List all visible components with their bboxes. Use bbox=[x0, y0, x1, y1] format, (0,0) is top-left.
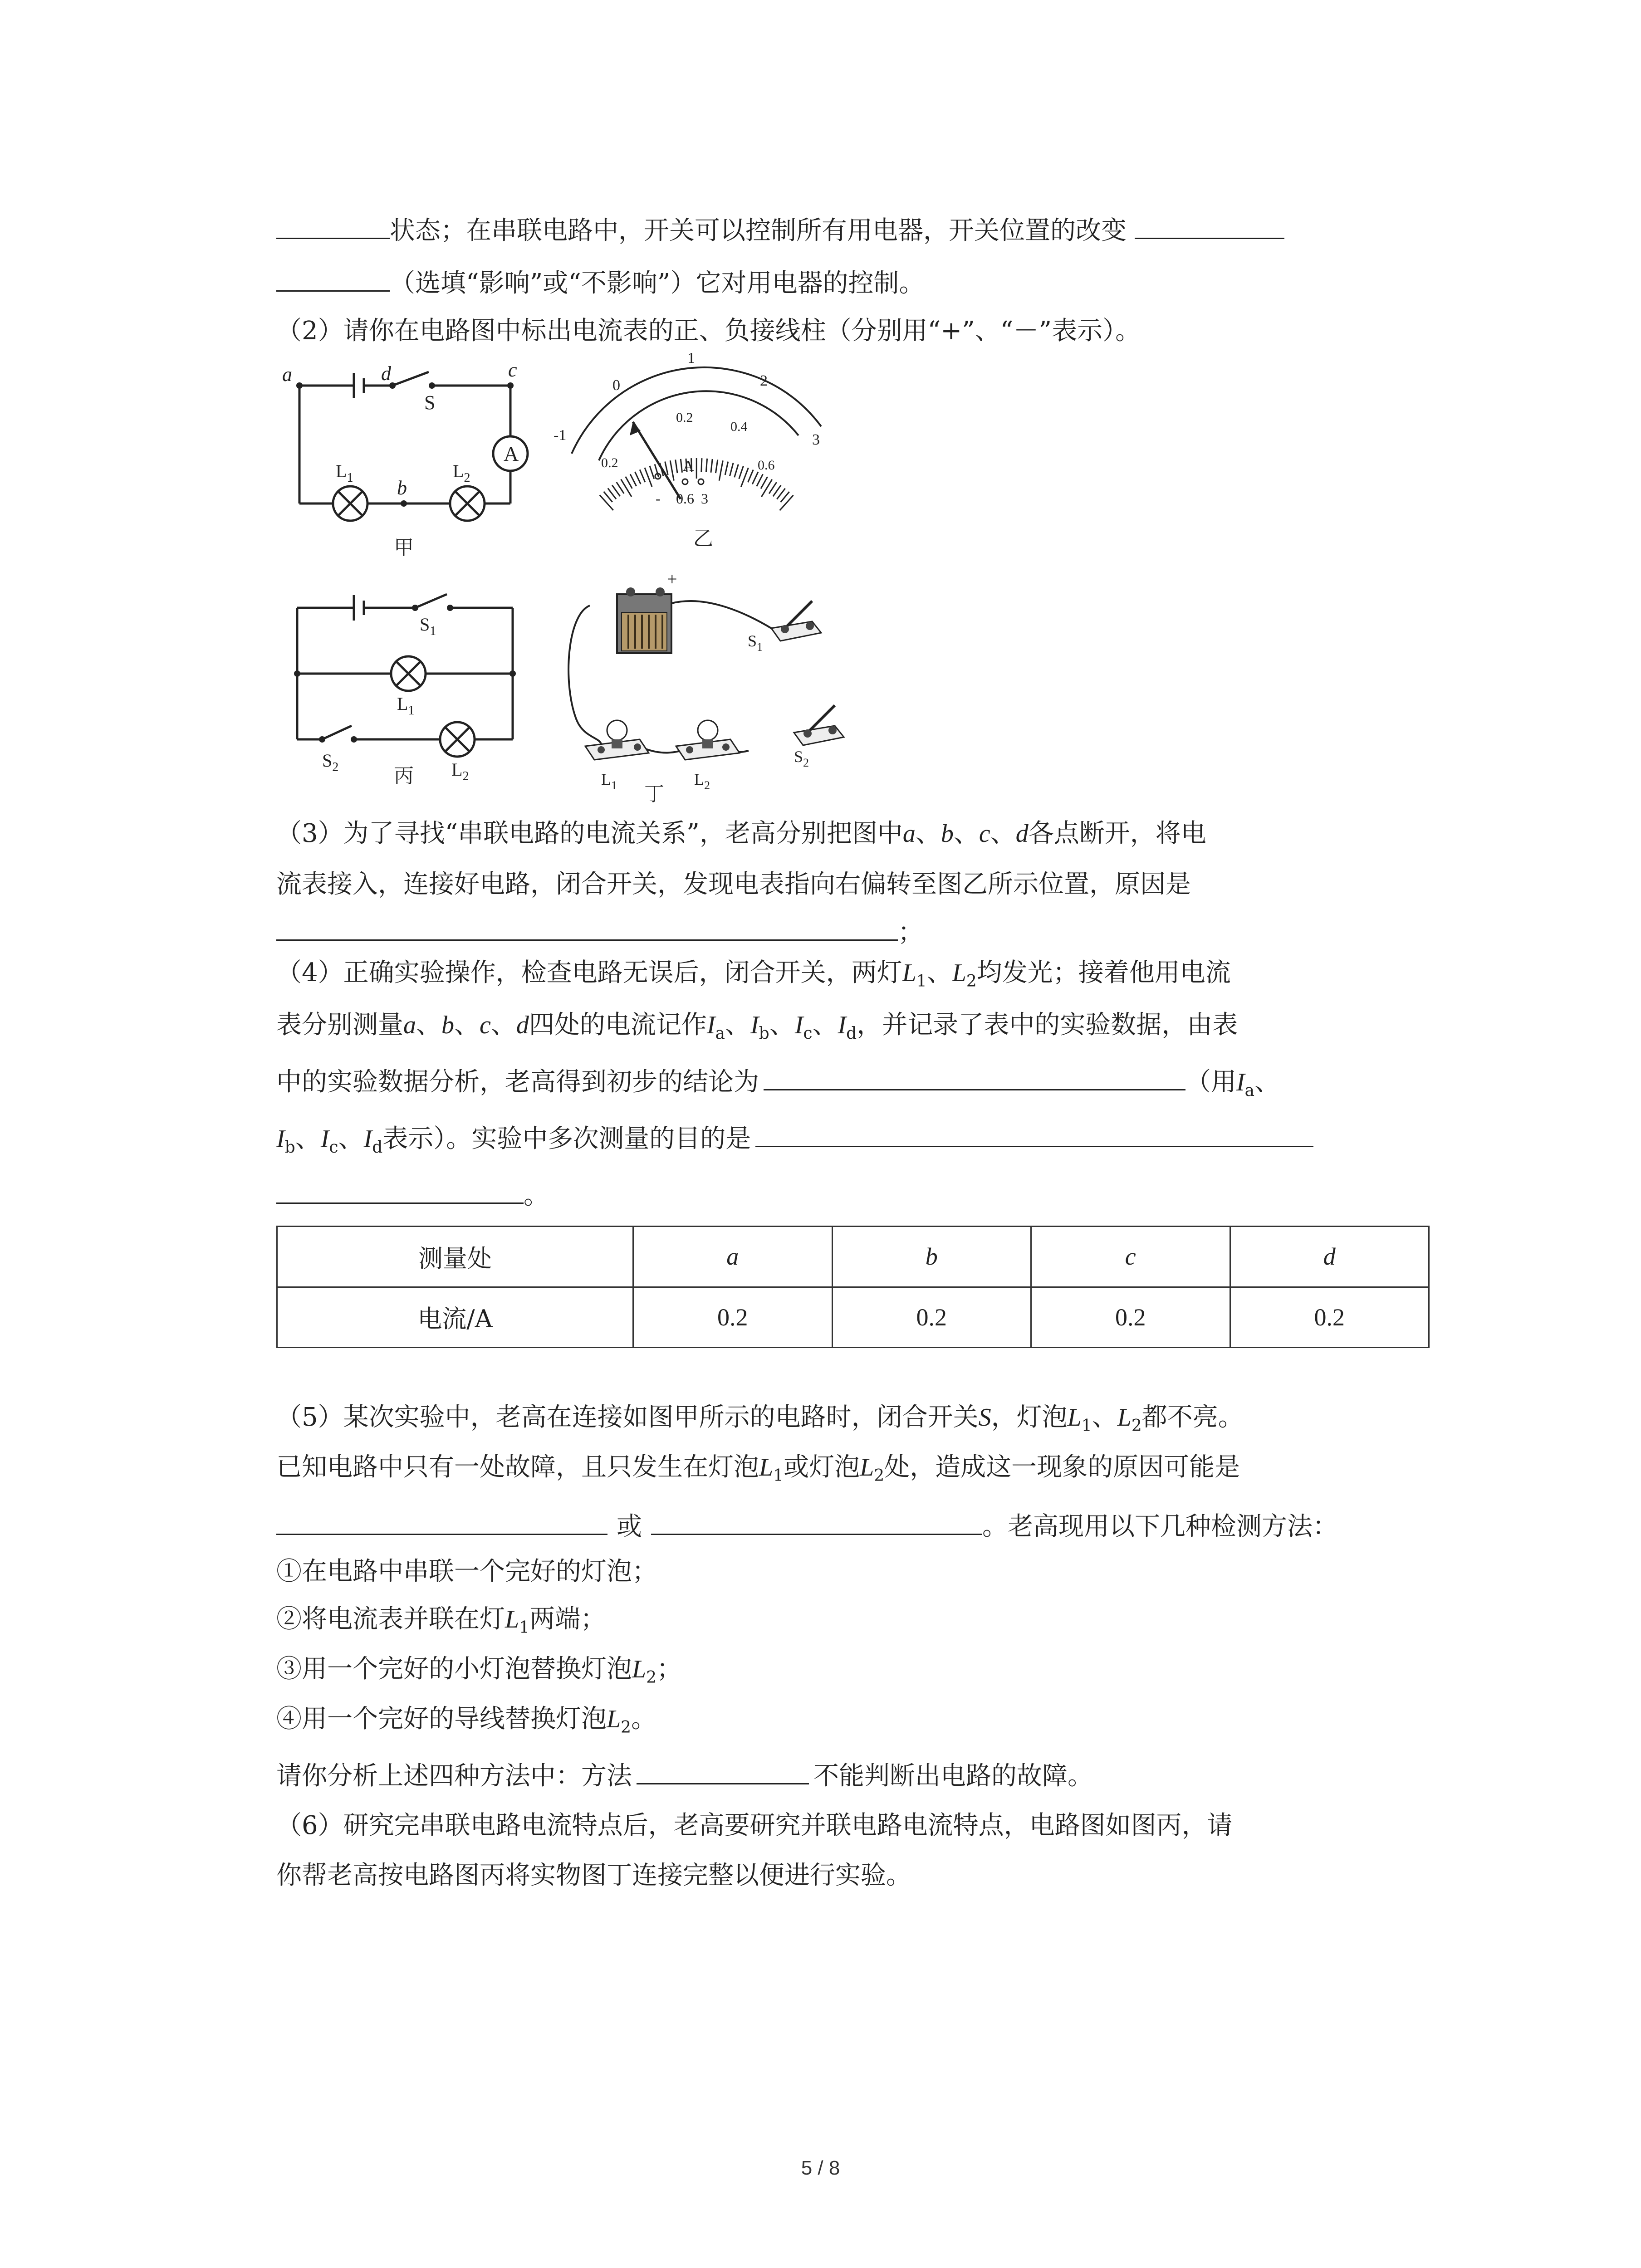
answer-blank[interactable] bbox=[276, 265, 390, 292]
sub: 1 bbox=[773, 1466, 784, 1486]
method-3 bbox=[276, 1651, 682, 1696]
var: I bbox=[706, 1011, 715, 1039]
sep: 、 bbox=[990, 819, 1016, 848]
sub: 2 bbox=[966, 972, 977, 991]
text: ④用一个完好的导线替换灯泡 bbox=[276, 1704, 607, 1734]
ammeter-figure-yi bbox=[544, 349, 853, 562]
text: 流表接入，连接好电路，闭合开关，发现电表指向右偏转至图乙所示位置，原因是 bbox=[276, 870, 1191, 899]
scale-tick bbox=[676, 459, 677, 473]
method-4 bbox=[276, 1701, 656, 1746]
lamp-l2 bbox=[676, 720, 740, 760]
scale-tick bbox=[681, 459, 682, 473]
figure-caption: 丙 bbox=[394, 765, 414, 787]
battery-plus-label: + bbox=[667, 569, 677, 589]
var: L bbox=[902, 959, 916, 987]
var: a bbox=[403, 1011, 416, 1039]
question-5-line-2 bbox=[276, 1449, 1240, 1494]
text: 表示）。实验中多次测量的目的是 bbox=[382, 1124, 751, 1154]
switch-label-s2: $S_2$ bbox=[794, 748, 809, 769]
sep: 、 bbox=[295, 1124, 321, 1154]
text: 已知电路中只有一处故障，且只发生在灯泡 bbox=[276, 1452, 759, 1482]
unit-label: A bbox=[683, 458, 694, 474]
sep: 、 bbox=[915, 819, 941, 848]
sub: a bbox=[1244, 1081, 1255, 1100]
text: 两端； bbox=[529, 1604, 606, 1634]
scale-label: -1 bbox=[554, 427, 567, 444]
text: 都不亮。 bbox=[1141, 1403, 1244, 1432]
table-cell: 0.2 bbox=[1230, 1287, 1429, 1348]
lamp-label-l2: $L_2$ bbox=[453, 461, 470, 485]
sep: 、 bbox=[812, 1010, 838, 1040]
sub: c bbox=[803, 1024, 813, 1043]
var: d bbox=[516, 1011, 529, 1039]
text: （选填“影响”或“不影响”）它对用电器的控制。 bbox=[390, 269, 925, 298]
scale-label: 0.6 bbox=[758, 458, 775, 473]
var: L bbox=[607, 1705, 621, 1733]
scale-tick bbox=[600, 495, 613, 510]
scale-label: 0.2 bbox=[676, 410, 693, 425]
scale-tick bbox=[748, 470, 754, 483]
table-cell: 0.2 bbox=[1031, 1287, 1230, 1348]
var: L bbox=[952, 959, 966, 987]
table-header-row bbox=[277, 1227, 1429, 1287]
figure-caption: 乙 bbox=[693, 528, 713, 550]
table-row-label: 电流/A bbox=[277, 1287, 633, 1348]
text: 。 bbox=[631, 1704, 657, 1734]
scale-tick bbox=[725, 462, 728, 475]
question-5-ask bbox=[276, 1758, 1093, 1794]
sub: b bbox=[759, 1024, 769, 1043]
scale-tick bbox=[761, 477, 768, 489]
text: 处，造成这一现象的原因可能是 bbox=[884, 1452, 1240, 1482]
question-5-line-3 bbox=[276, 1508, 1338, 1545]
terminal-label: 3 bbox=[701, 490, 708, 507]
table-cell: 0.2 bbox=[633, 1287, 833, 1348]
switch-s1 bbox=[771, 601, 821, 641]
sub: c bbox=[329, 1138, 338, 1157]
text: 你帮老高按电路图丙将实物图丁连接完整以便进行实验。 bbox=[276, 1861, 911, 1890]
text: 请你分析上述四种方法中：方法 bbox=[276, 1761, 632, 1791]
scale-label: 1 bbox=[687, 350, 695, 367]
text: 或灯泡 bbox=[784, 1452, 860, 1482]
scale-label: 2 bbox=[760, 372, 768, 389]
question-1-line-1 bbox=[276, 212, 1284, 249]
table-header-cell: c bbox=[1031, 1227, 1230, 1287]
figure-caption: 丁 bbox=[644, 783, 664, 805]
var: a bbox=[902, 820, 916, 848]
text: 均发光；接着他用电流 bbox=[976, 958, 1231, 987]
answer-blank[interactable] bbox=[276, 914, 898, 941]
lamp-l1 bbox=[585, 720, 649, 760]
var: b bbox=[941, 820, 954, 848]
question-1-line-2 bbox=[276, 265, 925, 302]
switch-label-s2: $S_2$ bbox=[322, 750, 339, 774]
scale-tick bbox=[630, 474, 637, 486]
sep: 、 bbox=[338, 1124, 364, 1154]
question-4-line-4 bbox=[276, 1120, 1313, 1166]
answer-blank[interactable] bbox=[276, 1508, 607, 1535]
sep: 、 bbox=[416, 1010, 441, 1040]
var: I bbox=[276, 1125, 285, 1153]
page-number: 5 / 8 bbox=[801, 2157, 840, 2179]
scale-tick bbox=[701, 458, 702, 472]
scale-tick bbox=[635, 472, 641, 484]
sub: d bbox=[372, 1138, 383, 1157]
sub: b bbox=[284, 1138, 295, 1157]
answer-blank[interactable] bbox=[764, 1064, 1185, 1090]
scale-tick bbox=[670, 460, 674, 480]
answer-blank[interactable] bbox=[651, 1508, 982, 1535]
terminal-label: 0.6 bbox=[676, 490, 694, 507]
var: I bbox=[1236, 1068, 1245, 1096]
node-label-d: d bbox=[381, 362, 391, 385]
lamp-label-l1: $L_1$ bbox=[601, 770, 617, 792]
scale-tick bbox=[640, 469, 645, 482]
text: （6）研究完串联电路电流特点后，老高要研究并联电路电流特点，电路图如图丙，请 bbox=[276, 1811, 1233, 1840]
physical-circuit-figure-ding bbox=[558, 569, 885, 805]
var: S bbox=[978, 1403, 991, 1432]
circuit-figure-bing bbox=[272, 576, 544, 794]
sub: 1 bbox=[519, 1618, 530, 1637]
switch-label-s1: $S_1$ bbox=[748, 632, 763, 654]
scale-tick bbox=[757, 474, 763, 486]
node-label-c: c bbox=[508, 359, 517, 381]
var: I bbox=[838, 1011, 847, 1039]
text: ③用一个完好的小灯泡替换灯泡 bbox=[276, 1654, 632, 1684]
sep: 、 bbox=[725, 1010, 750, 1040]
text: （4）正确实验操作，检查电路无误后，闭合开关，两灯 bbox=[276, 958, 902, 987]
text: ； bbox=[656, 1654, 682, 1684]
text: 。 bbox=[524, 1181, 549, 1210]
answer-blank[interactable] bbox=[1135, 212, 1284, 239]
question-3-line-3 bbox=[276, 914, 923, 951]
text: ，并记录了表中的实验数据，由表 bbox=[857, 1010, 1238, 1040]
terminal-label: - bbox=[656, 490, 661, 507]
sub: 1 bbox=[916, 972, 927, 991]
table-cell: 0.2 bbox=[832, 1287, 1031, 1348]
scale-label: 3 bbox=[812, 431, 820, 448]
var: I bbox=[794, 1011, 803, 1039]
text: 四处的电流记作 bbox=[529, 1010, 707, 1040]
battery bbox=[617, 587, 671, 653]
scale-tick bbox=[621, 479, 632, 497]
answer-blank[interactable] bbox=[755, 1120, 1313, 1147]
scale-tick bbox=[711, 459, 712, 473]
var: I bbox=[750, 1011, 759, 1039]
sep: 、 bbox=[926, 958, 952, 987]
text: 表分别测量 bbox=[276, 1010, 403, 1040]
switch-label-s1: $S_1$ bbox=[420, 614, 436, 638]
answer-blank[interactable] bbox=[276, 1177, 524, 1204]
table-row bbox=[277, 1287, 1429, 1348]
scale-tick bbox=[715, 459, 717, 473]
text: ②将电流表并联在灯 bbox=[276, 1604, 505, 1634]
sep: 、 bbox=[454, 1010, 480, 1040]
lamp-label-l1: $L_1$ bbox=[336, 461, 353, 485]
text: 。老高现用以下几种检测方法： bbox=[982, 1512, 1338, 1541]
sub: a bbox=[715, 1024, 725, 1043]
ammeter-symbol-label: A bbox=[504, 442, 519, 465]
var: c bbox=[480, 1011, 491, 1039]
scale-tick bbox=[752, 472, 758, 484]
question-6-line-2 bbox=[276, 1857, 911, 1894]
lamp-label-l2: $L_2$ bbox=[694, 770, 710, 792]
scale-tick bbox=[780, 495, 794, 511]
text: 或 bbox=[617, 1512, 642, 1541]
sub: 1 bbox=[1081, 1417, 1092, 1436]
text: 不能判断出电路的故障。 bbox=[813, 1761, 1093, 1791]
question-3-line-2 bbox=[276, 866, 1191, 903]
var: L bbox=[632, 1655, 647, 1683]
table-header-cell: b bbox=[832, 1227, 1031, 1287]
sub: 2 bbox=[874, 1466, 885, 1486]
question-4-line-1 bbox=[276, 955, 1231, 1000]
scale-tick bbox=[761, 479, 772, 497]
sub: 2 bbox=[621, 1718, 632, 1737]
node-label-b: b bbox=[397, 477, 407, 499]
scale-label: 0 bbox=[612, 377, 620, 394]
sep: 、 bbox=[490, 1010, 516, 1040]
sep: 、 bbox=[769, 1010, 795, 1040]
var: b bbox=[441, 1011, 454, 1039]
method-1 bbox=[276, 1554, 657, 1590]
scale-tick bbox=[735, 464, 739, 478]
figure-caption: 甲 bbox=[394, 537, 414, 559]
scale-tick bbox=[739, 466, 744, 479]
answer-blank[interactable] bbox=[637, 1758, 809, 1784]
scale-tick bbox=[650, 466, 654, 479]
lamp-label-l1: $L_1$ bbox=[397, 694, 415, 718]
question-6-line-1 bbox=[276, 1808, 1233, 1844]
question-2 bbox=[276, 313, 1141, 349]
text: 状态；在串联电路中，开关可以控制所有用电器，开关位置的改变 bbox=[390, 216, 1127, 245]
var: L bbox=[505, 1605, 519, 1633]
table-header-cell: a bbox=[633, 1227, 833, 1287]
scale-tick bbox=[626, 477, 632, 489]
lamp-label-l2: $L_2$ bbox=[451, 759, 469, 783]
var: L bbox=[860, 1453, 874, 1481]
var: I bbox=[320, 1125, 329, 1153]
sub: 2 bbox=[1131, 1417, 1142, 1436]
table-header-cell: 测量处 bbox=[277, 1227, 633, 1287]
scale-label: 0.2 bbox=[601, 455, 618, 470]
question-4-line-5 bbox=[276, 1177, 549, 1214]
switch-s2 bbox=[794, 705, 844, 745]
var: L bbox=[1067, 1403, 1082, 1432]
answer-blank[interactable] bbox=[276, 212, 390, 239]
switch-label: S bbox=[424, 391, 436, 414]
scale-tick bbox=[706, 459, 707, 472]
circuit-figure-jia bbox=[272, 358, 544, 572]
sep: 、 bbox=[953, 819, 979, 848]
scale-tick bbox=[730, 463, 734, 476]
measurement-table bbox=[276, 1226, 1430, 1348]
var: d bbox=[1015, 820, 1029, 848]
text: ； bbox=[898, 918, 923, 947]
text: ，灯泡 bbox=[991, 1403, 1068, 1432]
method-2 bbox=[276, 1601, 606, 1646]
text: ①在电路中串联一个完好的灯泡； bbox=[276, 1557, 657, 1586]
scale-tick bbox=[719, 460, 723, 480]
var: L bbox=[759, 1453, 774, 1481]
question-5-line-1 bbox=[276, 1399, 1244, 1444]
var: I bbox=[363, 1125, 372, 1153]
node-label-a: a bbox=[282, 363, 292, 386]
sep: 、 bbox=[1254, 1067, 1280, 1097]
text: 各点断开，将电 bbox=[1028, 819, 1206, 848]
var: c bbox=[979, 820, 990, 848]
sub: 2 bbox=[646, 1668, 657, 1687]
text: 中的实验数据分析，老高得到初步的结论为 bbox=[276, 1067, 759, 1097]
text: （3）为了寻找“串联电路的电流关系”，老高分别把图中 bbox=[276, 819, 903, 848]
text: （2）请你在电路图中标出电流表的正、负接线柱（分别用“+”、“－”表示）。 bbox=[276, 316, 1141, 346]
question-4-line-2 bbox=[276, 1007, 1238, 1052]
table-header-cell: d bbox=[1230, 1227, 1429, 1287]
text: （用 bbox=[1185, 1067, 1236, 1097]
question-4-line-3 bbox=[276, 1064, 1280, 1109]
var: L bbox=[1117, 1403, 1132, 1432]
sep: 、 bbox=[1092, 1403, 1117, 1432]
text: （5）某次实验中，老高在连接如图甲所示的电路时，闭合开关 bbox=[276, 1403, 979, 1432]
scale-label: 0.4 bbox=[730, 419, 748, 434]
sub: d bbox=[846, 1024, 857, 1043]
question-3-line-1 bbox=[276, 816, 1206, 852]
